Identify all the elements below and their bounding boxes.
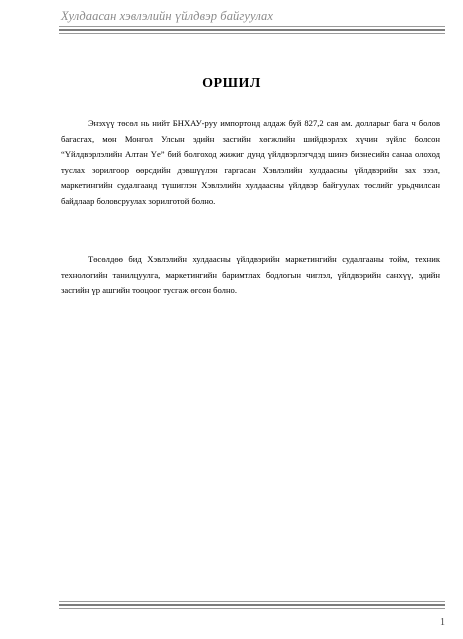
header-rule: [59, 26, 445, 36]
paragraph-1: Энэхүү төсөл нь нийт БНХАУ-руу импортонд алдаж буй 827,2 сая ам. долларыг бага ч болов багасгах, мөн Монгол Улсын эдийн засгийн хөгжлийн шийдвэрлэх хүчин зүйлс болсон “Үйлдвэрлэлийн Алтан Үе” бий болгоход жижиг дунд үйлдвэрлэгчдэд шинэ бизнесийн санаа олоход туслах зорилгоор өөрсдийн дэвшүүлэн гаргасан Хэвлэлийн хулдаасны үйлдвэрийн зах зээл, маркетингийн судалгаанд түшиглэн Хэвлэлийн хулдаасны үйлдвэр байгуулах төслийг урьдчилсан байдлаар боловсруулах зорилготой болно.: [61, 118, 440, 206]
section-title: ОРШИЛ: [202, 76, 261, 91]
paragraph-2: Төсөлдөө бид Хэвлэлийн хулдаасны үйлдвэрийн маркетингийн судалгааны тойм, техник технологийн танилцуулга, маркетингийн баримтлах бодлогын чиглэл, үйлдвэрийн санхүү, эдийн засгийн үр ашгийн тооцоог тусгаж өгсөн болно.: [61, 254, 440, 296]
running-header: Хулдаасан хэвлэлийн үйлдвэр байгуулах: [61, 9, 274, 23]
page-number: 1: [440, 617, 445, 628]
footer-rule: [59, 601, 445, 611]
